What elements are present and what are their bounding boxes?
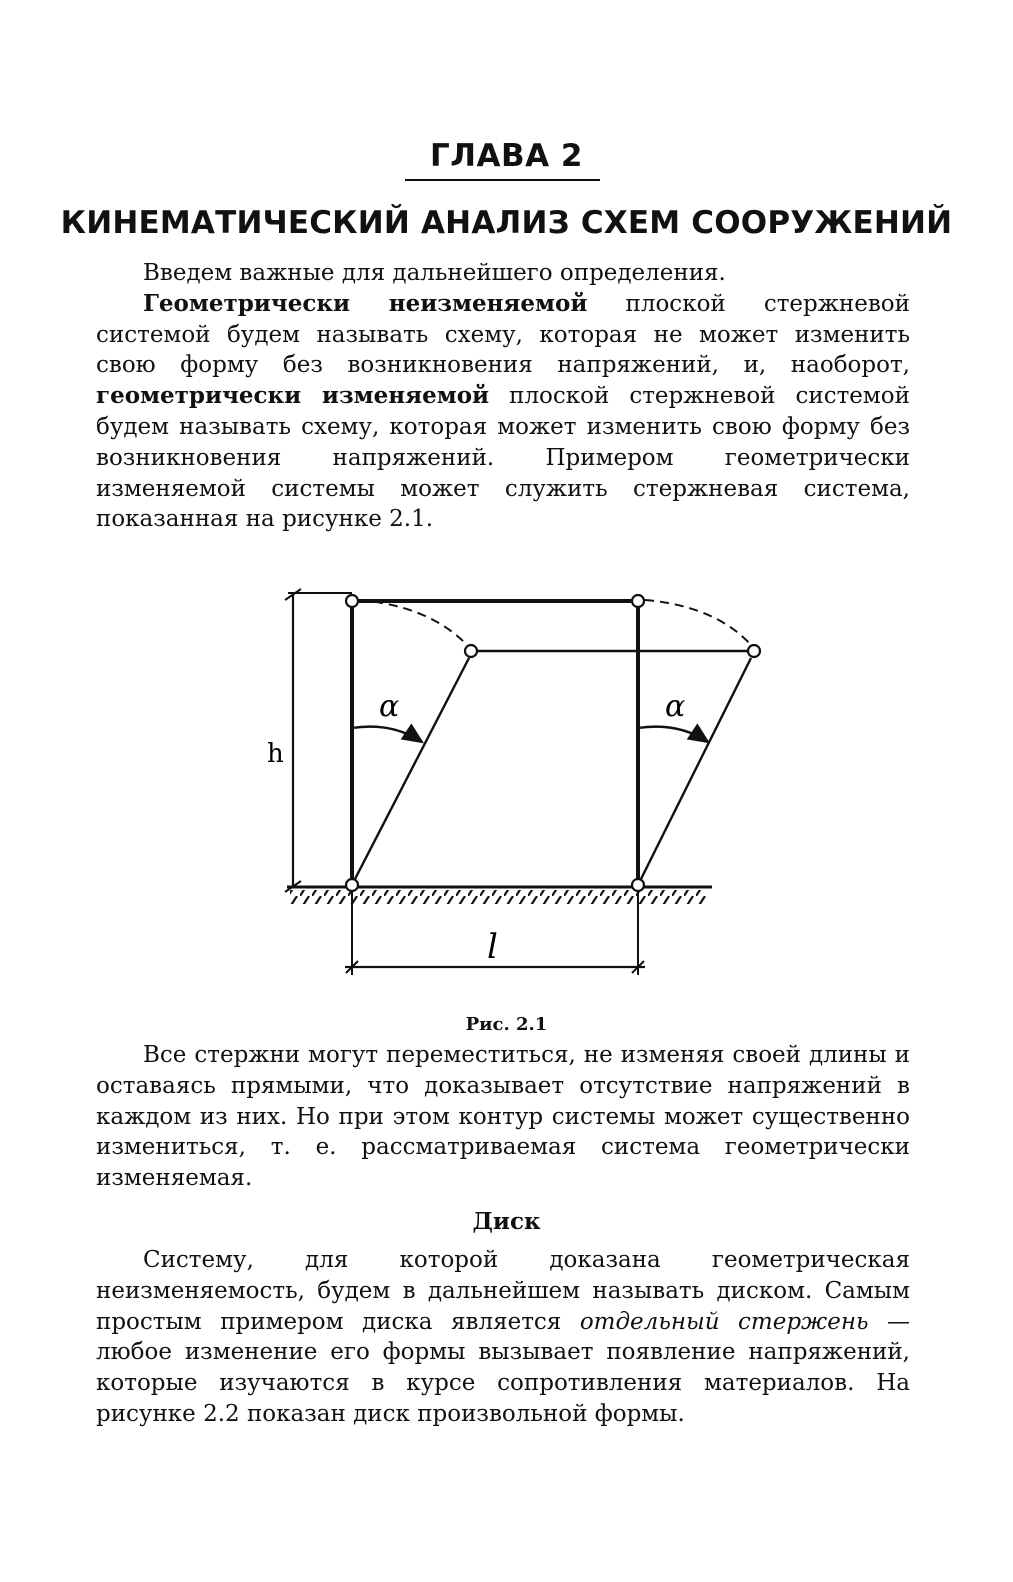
chapter-heading: ГЛАВА 2 [430,138,583,174]
disk-paragraph [96,1245,910,1430]
label-alpha-right: α [665,689,686,724]
angle-arc-right [638,727,708,742]
disk-text [96,1245,910,1430]
disk-text-2: — любое изменение его формы вызывает появление напряжений, которые изучаются в курсе сопротивления материалов. На рисунке 2.2 показан диск произвольной формы. [96,1308,911,1427]
label-h: h [267,739,284,769]
explanation-text [96,1040,910,1194]
definition-text-1: плоской стержневой системой будем называть схему, которая не может изменить свою форму без возникновения напряжений, и, наоборот, [96,290,910,379]
term-invariable: Геометрически неизменяемой [143,289,588,317]
label-l: l [487,927,498,967]
hinge-displaced-left [465,645,477,657]
explanation-paragraph: Все стержни могут переместиться, не изменяя своей длины и оставаясь прямыми, что доказывает отсутствие напряжений в каждом из них. Но при этом контур системы может существенно измениться, т. е. рассматриваемая система геометрически изменяемая. [96,1042,910,1192]
section-heading-disk: Диск [472,1208,541,1235]
support-hinge-left [346,879,358,891]
disk-example-term: отдельный стержень [579,1308,869,1335]
chapter-underline [405,179,600,181]
figure-caption: Рис. 2.1 [465,1014,548,1035]
intro-paragraph-2 [96,289,910,535]
label-alpha-left: α [379,689,400,724]
chapter-title: КИНЕМАТИЧЕСКИЙ АНАЛИЗ СХЕМ СООРУЖЕНИЙ [60,205,953,241]
displacement-arc-right [645,600,752,646]
displaced-right-bar [641,658,751,879]
hinge-top-left [346,595,358,607]
disk-text-1: Систему, для которой доказана геометрическая неизменяемость, будем в дальнейшем называть диском. Самым простым примером диска является [96,1247,910,1335]
definition-text-2: плоской стержневой системой будем называть схему, которая может изменить свою форму без возникновения напряжений. Примером геометрически изменяемой системы может служить стержневая система, показанная на рисунке 2.1. [96,383,910,533]
intro-paragraph-1: Введем важные для дальнейшего определения. [143,260,726,286]
term-variable: геометрически изменяемой [96,382,490,410]
support-hinge-right [632,879,644,891]
figure-2-1 [0,560,1013,1000]
intro-text [96,258,910,535]
angle-arc-left [352,727,422,742]
hinge-top-right [632,595,644,607]
hinge-displaced-right [748,645,760,657]
displaced-left-bar [355,658,469,879]
displacement-arc-left [359,600,468,646]
